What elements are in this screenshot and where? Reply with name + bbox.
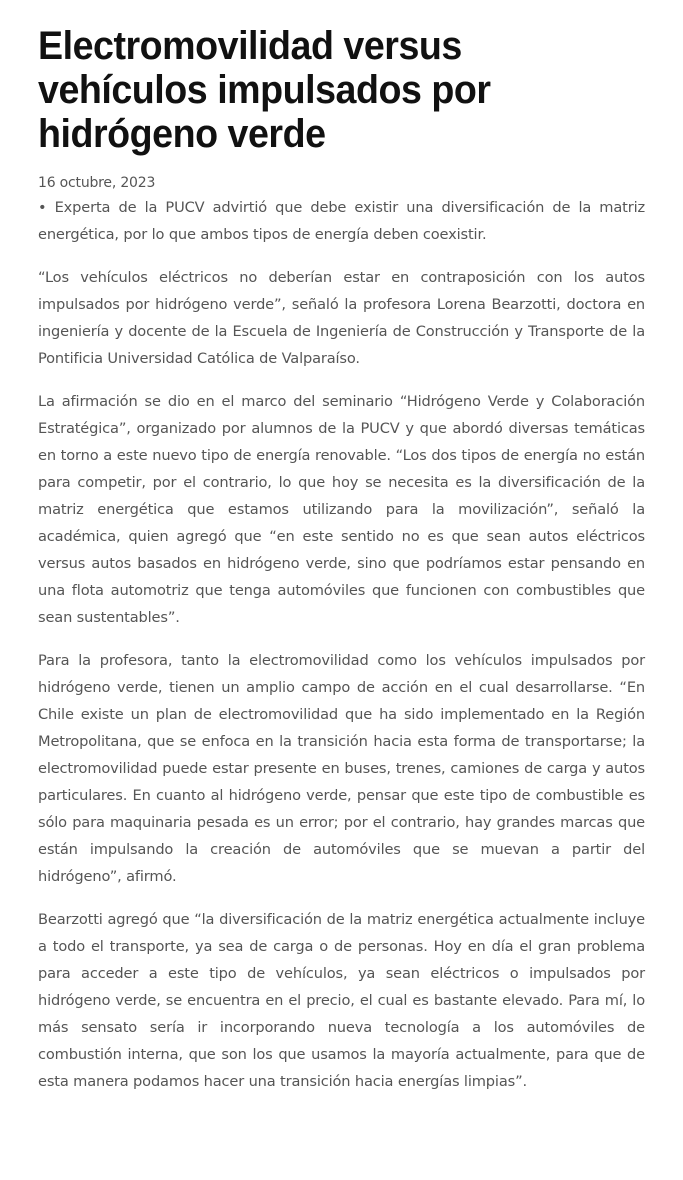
article-paragraph-4: Bearzotti agregó que “la diversificación de la matriz energética actualmente incluye a todo el transporte, ya sea de carga o de personas. Hoy en día el gran problema para acceder a este tipo de vehículos, ya sean eléctricos o impulsados por hidrógeno verde, se encuentra en el precio, el cual es bastante elevado. Para mí, lo más sensato sería ir incorporando nueva tecnología a los automóviles de combustión interna, que son los que usamos la mayoría actualmente, para que de esta manera podamos hacer una transición hacia energías limpias”.	[38, 911, 645, 1090]
article-paragraph-3: Para la profesora, tanto la electromovilidad como los vehículos impulsados por hidrógeno verde, tienen un amplio campo de acción en el cual desarrollarse. “En Chile existe un plan de electromovilidad que ha sido implementado en la Región Metropolitana, que se enfoca en la transición hacia esta forma de transportarse; la electromovilidad puede estar presente en buses, trenes, camiones de carga y autos particulares. En cuanto al hidrógeno verde, pensar que este tipo de combustible es sólo para maquinaria pesada es un error; por el contrario, hay grandes marcas que están impulsando la creación de automóviles que se muevan a partir del hidrógeno”, afirmó.	[38, 652, 645, 885]
article-lead: • Experta de la PUCV advirtió que debe existir una diversificación de la matriz energética, por lo que ambos tipos de energía deben coexistir.	[38, 199, 645, 243]
article-date: 16 octubre, 2023	[38, 175, 156, 191]
article-paragraph-1: “Los vehículos eléctricos no deberían estar en contraposición con los autos impulsados por hidrógeno verde”, señaló la profesora Lorena Bearzotti, doctora en ingeniería y docente de la Escuela de Ingeniería de Construcción y Transporte de la Pontificia Universidad Católica de Valparaíso.	[38, 269, 645, 367]
article-paragraph-2: La afirmación se dio en el marco del seminario “Hidrógeno Verde y Colaboración Estratégica”, organizado por alumnos de la PUCV y que abordó diversas temáticas en torno a este nuevo tipo de energía renovable. “Los dos tipos de energía no están para competir, por el contrario, lo que hoy se necesita es la diversificación de la matriz energética que estamos utilizando para la movilización”, señaló la académica, quien agregó que “en este sentido no es que sean autos eléctricos versus autos basados en hidrógeno verde, sino que podríamos estar pensando en una flota automotriz que tenga automóviles que funcionen con combustibles que sean sustentables”.	[38, 393, 645, 626]
article-title: Electromovilidad versus vehículos impulsados por hidrógeno verde	[38, 24, 491, 156]
